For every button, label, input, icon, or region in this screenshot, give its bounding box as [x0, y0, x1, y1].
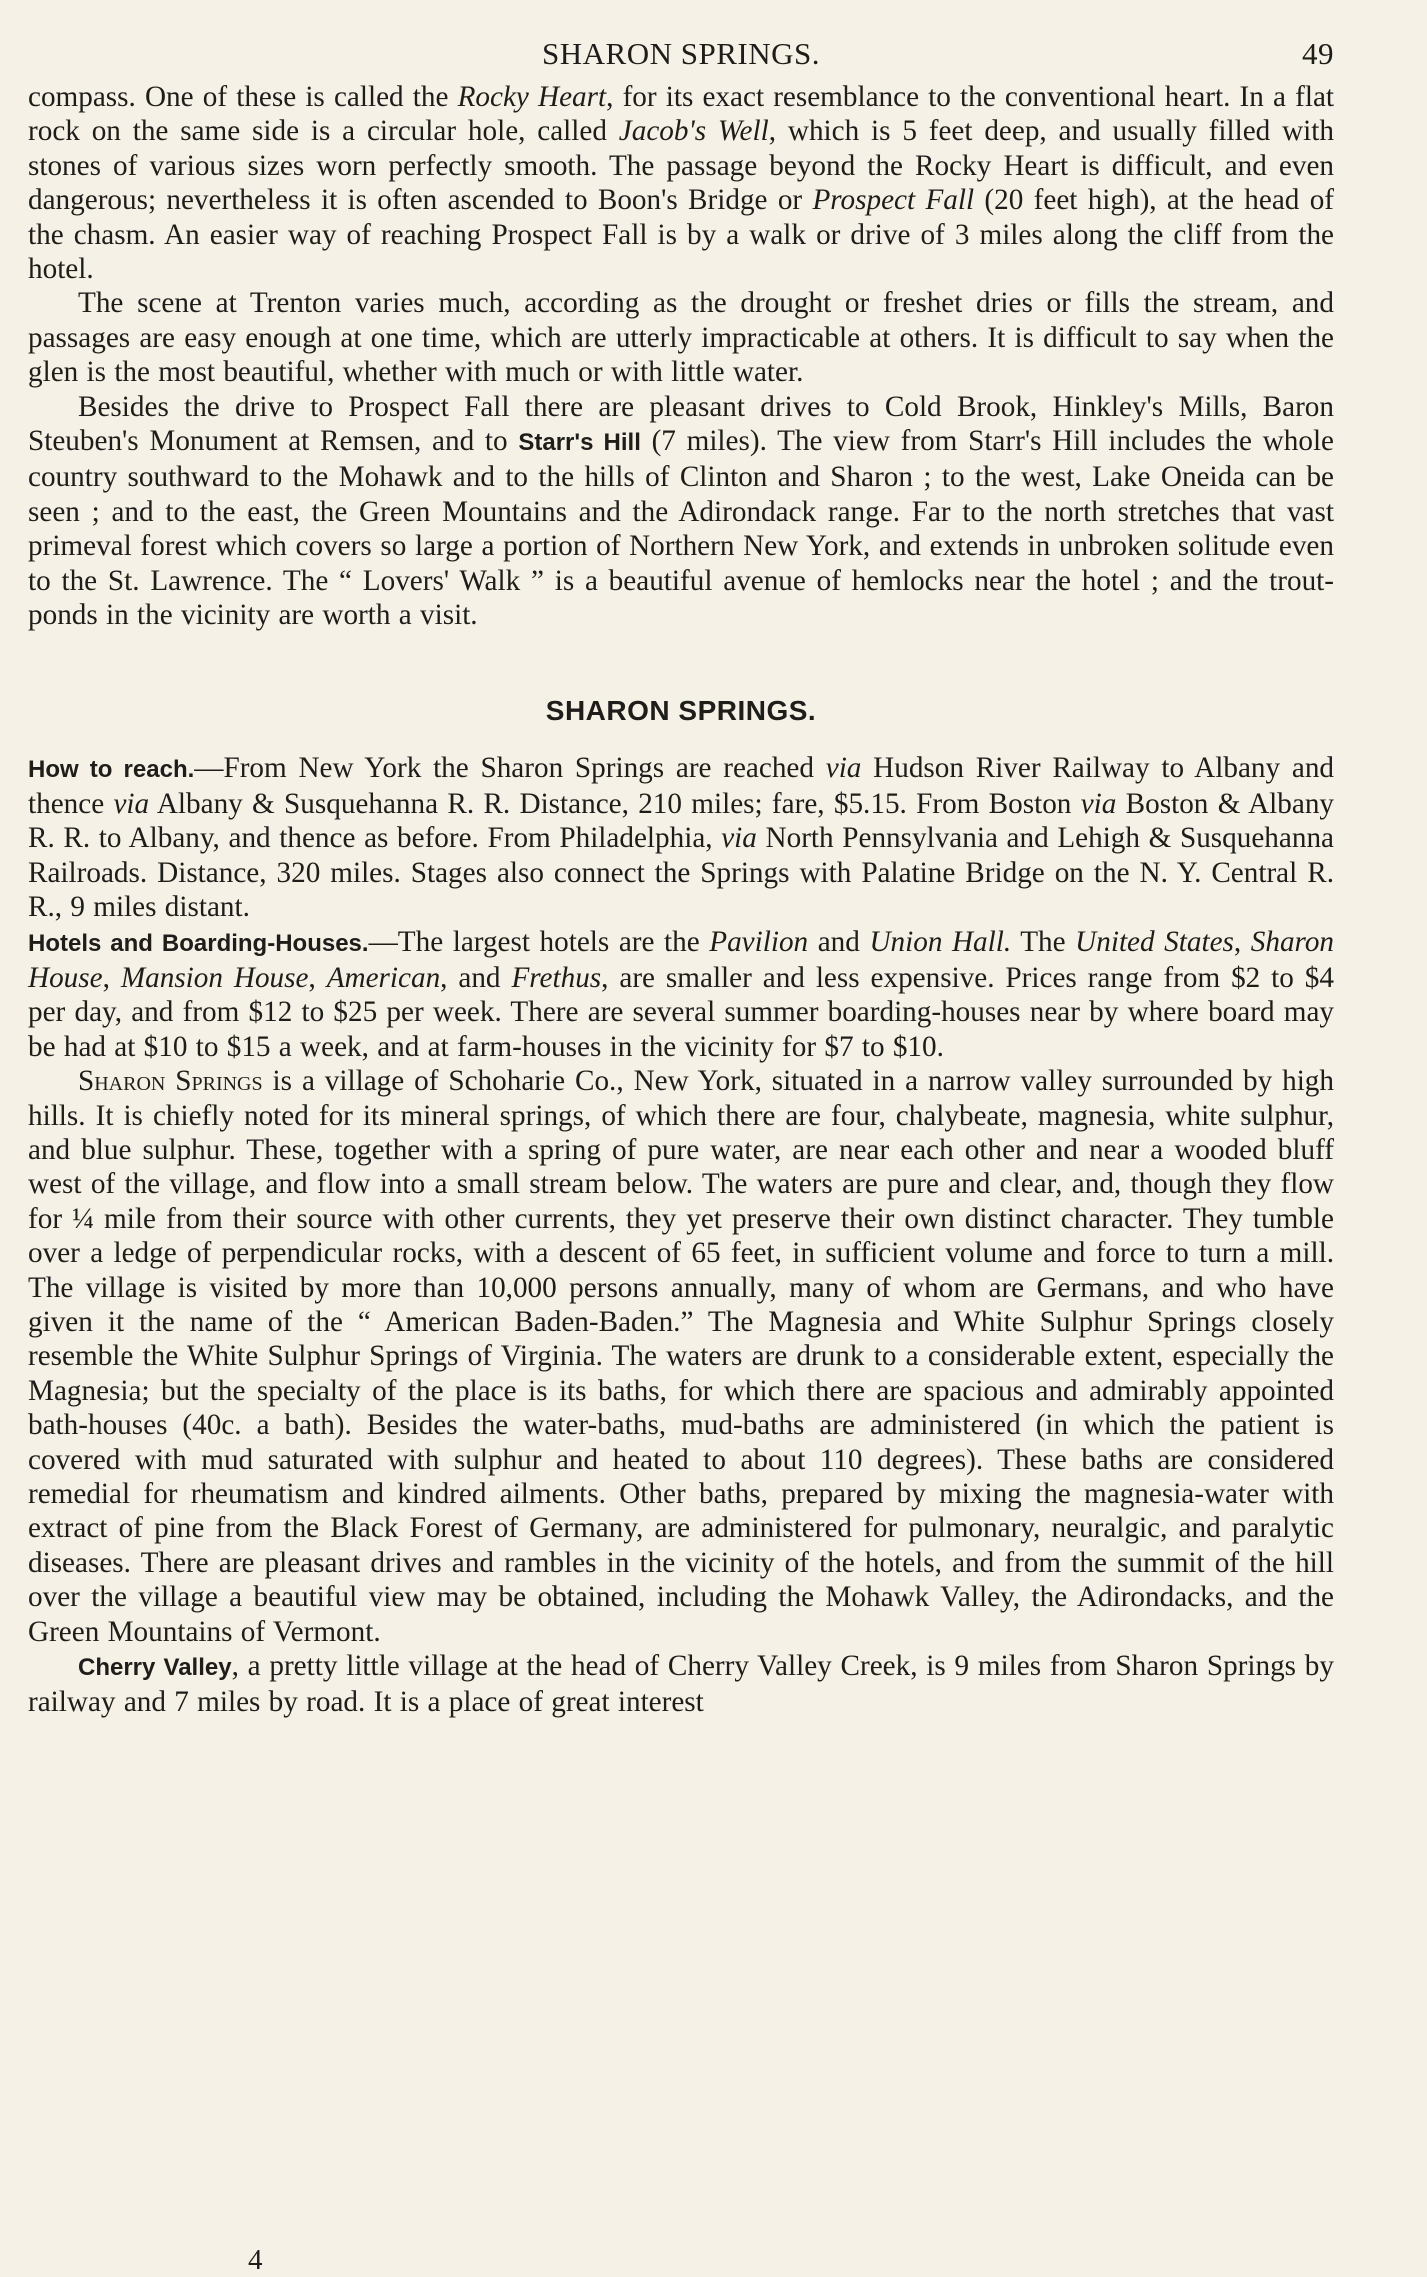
text-run: compass. One of these is called the [28, 81, 458, 113]
paragraph-village-description [28, 1064, 1334, 1649]
place-name-rocky-heart: Rocky Heart [457, 81, 607, 113]
text-run: , for its exact resemblance to the conventional heart. In a flat rock on the same side is a circular hole, called [28, 81, 1335, 148]
text-run: , a pretty little village at the head of Cherry Valley Creek, is 9 miles from Sharon Springs by railway and 7 miles by road. It is a place of great interest [28, 1650, 1334, 1719]
text-run: (20 feet high), at the head of the chasm. An easier way of reaching Prospect Fall is by a walk or drive of 3 miles along the cliff from the hotel. [28, 184, 1335, 286]
text-run: (7 miles). The view from Starr's Hill includes the whole country southward to the Mohawk and to the hills of Clinton and Sharon ; to the west, Lake Oneida can be seen ; and to the east, the Green Mountains and the Adirondack range. Far to the north stretches that vast primeval forest which covers so large a portion of Northern New York, and extends in unbroken solitude even to the St. Lawrence. The “ Lovers' Walk ” is a beautiful avenue of hemlocks near the hotel ; and the trout-ponds in the vicinity are worth a visit. [28, 425, 1335, 632]
italic-via: via [113, 787, 150, 820]
section-heading: SHARON SPRINGS. [545, 694, 817, 726]
italic-via: via [825, 751, 862, 784]
text-run: Boston & Albany R. R. to Albany, and thence as before. From Philadelphia, [28, 787, 1335, 855]
paragraph-hotels [28, 925, 1334, 1065]
running-header [28, 22, 1334, 80]
text-run: , and [440, 961, 512, 994]
text-run: Albany & Susquehanna R. R. Distance, 210 miles; fare, $5.15. From Boston [149, 787, 1081, 820]
text-run: Hudson River Railway to Albany and thence [28, 751, 1335, 820]
place-name-prospect-fall: Prospect Fall [812, 184, 975, 217]
paragraph-lead-how-to-reach: How to reach. [28, 755, 195, 783]
text-run: and [808, 925, 870, 958]
hotel-name-frethus: Frethus [511, 961, 602, 994]
place-name-starrs-hill: Starr's Hill [518, 429, 641, 457]
running-title: SHARON SPRINGS. [542, 36, 820, 71]
paragraph-drives [28, 390, 1334, 633]
paragraph-cherry-valley [28, 1649, 1334, 1720]
italic-via: via [721, 822, 757, 855]
text-run: —From New York the Sharon Springs are reached [194, 751, 826, 784]
italic-via: via [1080, 787, 1117, 820]
text-run: The [1011, 925, 1076, 958]
place-name-jacobs-well: Jacob's Well [618, 115, 769, 148]
text-run: , [308, 961, 327, 994]
text-run: , which is 5 feet deep, and usually filled with stones of various sizes worn perfectly smooth. The passage beyond the Rocky Heart is difficult, and even dangerous; nevertheless it is often ascended to Boon's Bridge or [28, 115, 1334, 217]
hotel-name-pavilion: Pavilion [709, 925, 809, 958]
text-run: North Pennsylvania and Lehigh & Susquehanna Railroads. Distance, 320 miles. Stages also connect the Springs with Palatine Bridge on the N. Y. Central R. R., 9 miles distant. [28, 822, 1334, 924]
page-number: 49 [1302, 36, 1334, 71]
paragraph-lead-sharon-springs: Sharon Springs [78, 1065, 263, 1098]
hotel-name-union-hall: Union Hall. [869, 925, 1012, 958]
text-run: , [1233, 925, 1251, 958]
hotel-name-american: American [326, 961, 441, 994]
text-run: , [102, 961, 121, 994]
text-run: is a village of Schoharie Co., New York, situated in a narrow valley surrounded by high hills. It is chiefly noted for its mineral springs, of which there are four, chalybeate, magnesia, white sulphur, and blue sulphur. These, together with a spring of pure water, are near each other and near a wooded bluff west of the village, and flow into a small stream below. The waters are pure and clear, and, though they flow for ¼ mile from their source with other currents, they yet preserve their own distinct character. They tumble over a ledge of perpendicular rocks, with a descent of 65 feet, in sufficient volume and force to turn a mill. The village is visited by more than 10,000 persons annually, many of whom are Germans, and who have given it the name of the “ American Baden-Baden.” The Magnesia and White Sulphur Springs closely resemble the White Sulphur Springs of Virginia. The waters are drunk to a considerable extent, especially the Magnesia; but the specialty of the place is its baths, for which there are spacious and admirably appointed bath-houses (40c. a bath). Besides the water-baths, mud-baths are administered (in which the patient is covered with mud saturated with sulphur and heated to about 110 degrees). These baths are considered remedial for rheumatism and kindred ailments. Other baths, prepared by mixing the magnesia-water with extract of pine from the Black Forest of Germany, are administered for pulmonary, neuralgic, and paralytic diseases. There are pleasant drives and rambles in the vicinity of the hotels, and from the summit of the hill over the village a beautiful view may be obtained, including the Mohawk Valley, the Adirondacks, and the Green Mountains of Vermont. [28, 1065, 1334, 1648]
paragraph-rocky-heart [28, 80, 1334, 286]
hotel-name-mansion-house: Mansion House [120, 961, 309, 994]
text-run: , are smaller and less expensive. Prices range from $2 to $4 per day, and from $12 to $25 per week. There are several summer boarding-houses near by where board may be had at $10 to $15 a week, and at farm-houses in the vicinity for $7 to $10. [28, 961, 1334, 1063]
paragraph-lead-hotels: Hotels and Boarding-Houses. [28, 929, 369, 957]
signature-mark: 4 [248, 2244, 263, 2276]
hotel-name-sharon-house: Sharon House [28, 925, 1335, 994]
text-run: Besides the drive to Prospect Fall there are pleasant drives to Cold Brook, Hinkley's Mills, Baron Steuben's Monument at Remsen, and to [28, 390, 1334, 458]
paragraph-lead-cherry-valley: Cherry Valley [78, 1654, 232, 1682]
book-page [28, 22, 1334, 1720]
text-run: —The largest hotels are the [368, 925, 710, 958]
paragraph-how-to-reach [28, 751, 1334, 925]
hotel-name-united-states: United States [1075, 925, 1234, 958]
paragraph-trenton-scene: The scene at Trenton varies much, according as the drought or freshet dries or fills the stream, and passages are easy enough at one time, which are utterly impracticable at others. It is difficult to say when the glen is the most beautiful, whether with much or with little water. [28, 287, 1334, 389]
